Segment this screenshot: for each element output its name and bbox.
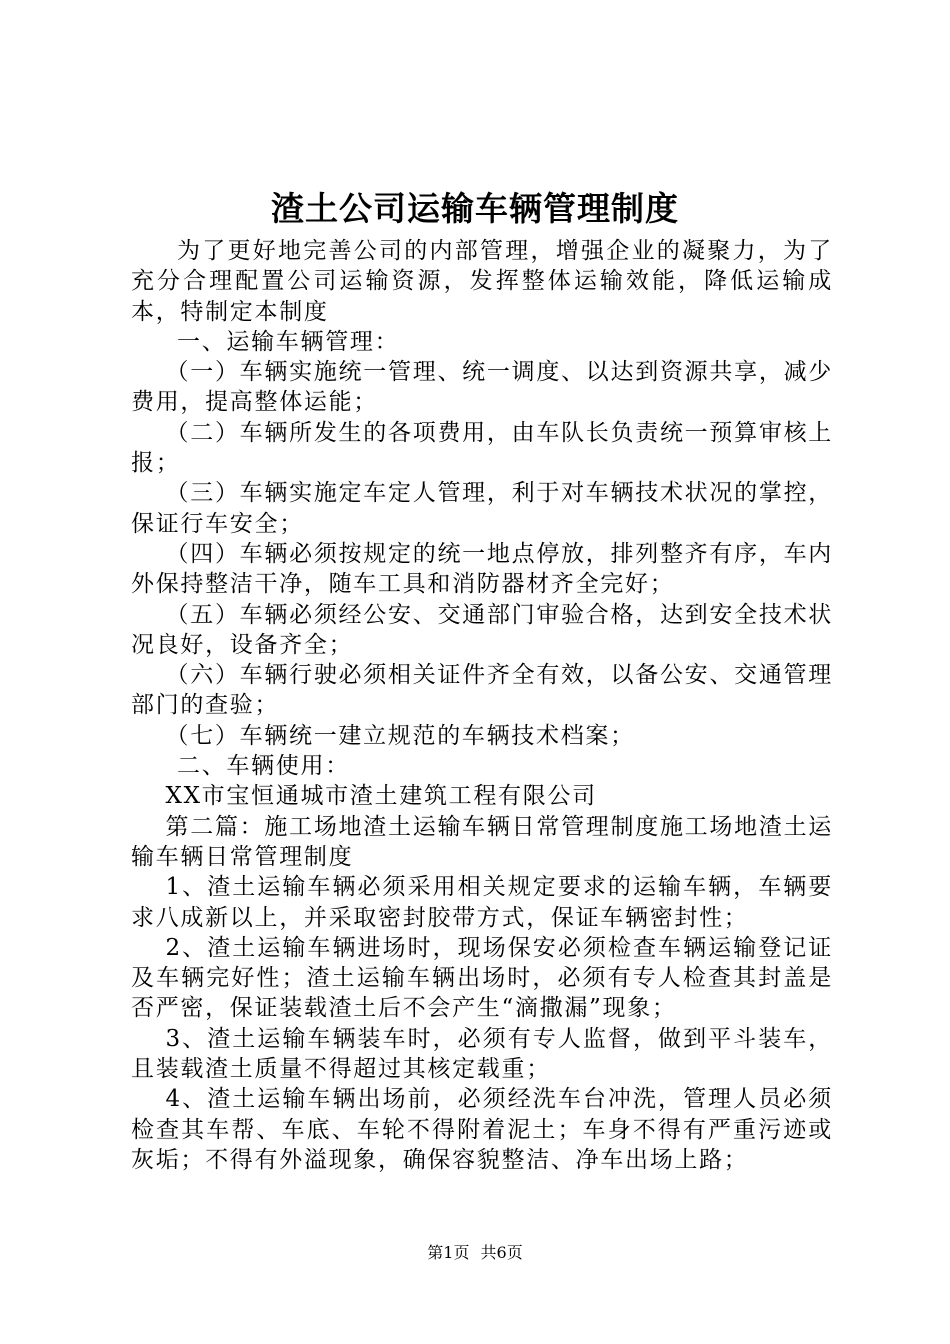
paragraph-item-3: （三）车辆实施定车定人管理，利于对车辆技术状况的掌控，保证行车安全； [131, 480, 833, 537]
paragraph-rule-3: 3、渣土运输车辆装车时，必须有专人监督，做到平斗装车，且装载渣土质量不得超过其核定载重； [131, 1025, 833, 1083]
section-heading-vehicle-management: 一、运输车辆管理： [177, 328, 400, 355]
paragraph-rule-1: 1、渣土运输车辆必须采用相关规定要求的运输车辆，车辆要求八成新以上，并采取密封胶带方式，保证车辆密封性； [131, 874, 833, 931]
paragraph-item-2: （二）车辆所发生的各项费用，由车队长负责统一预算审核上报； [131, 419, 833, 477]
paragraph-rule-4: 4、渣土运输车辆出场前，必须经洗车台冲洗，管理人员必须检查其车帮、车底、车轮不得附着泥土；车身不得有严重污迹或灰垢；不得有外溢现象，确保容貌整洁、净车出场上路； [131, 1086, 833, 1173]
page-footer [0, 1241, 950, 1265]
document-title: 渣土公司运输车辆管理制度 [271, 189, 679, 228]
paragraph-intro: 为了更好地完善公司的内部管理，增强企业的凝聚力，为了充分合理配置公司运输资源，发挥整体运输效能，降低运输成本，特制定本制度 [131, 238, 833, 325]
company-name: XX市宝恒通城市渣土建筑工程有限公司 [165, 783, 597, 810]
paragraph-item-6: （六）车辆行驶必须相关证件齐全有效，以备公安、交通管理部门的查验； [131, 662, 833, 719]
page-number-current: 第1页 [427, 1243, 470, 1262]
paragraph-item-1: （一）车辆实施统一管理、统一调度、以达到资源共享，减少费用，提高整体运能； [131, 359, 833, 416]
page-number-total: 共6页 [480, 1243, 523, 1262]
paragraph-item-4: （四）车辆必须按规定的统一地点停放，排列整齐有序，车内外保持整洁干净，随车工具和消防器材齐全完好； [131, 540, 833, 598]
section-heading-vehicle-use: 二、车辆使用： [177, 753, 350, 780]
document-body [131, 236, 833, 1175]
paragraph-item-5: （五）车辆必须经公安、交通部门审验合格，达到安全技术状况良好，设备齐全； [131, 601, 833, 658]
paragraph-item-7: （七）车辆统一建立规范的车辆技术档案； [165, 722, 635, 749]
paragraph-rule-2: 2、渣土运输车辆进场时，现场保安必须检查车辆运输登记证及车辆完好性；渣土运输车辆出场时，必须有专人检查其封盖是否严密，保证装载渣土后不会产生“滴撒漏”现象； [131, 934, 833, 1022]
section-heading-part-two: 第二篇：施工场地渣土运输车辆日常管理制度施工场地渣土运输车辆日常管理制度 [131, 813, 833, 870]
